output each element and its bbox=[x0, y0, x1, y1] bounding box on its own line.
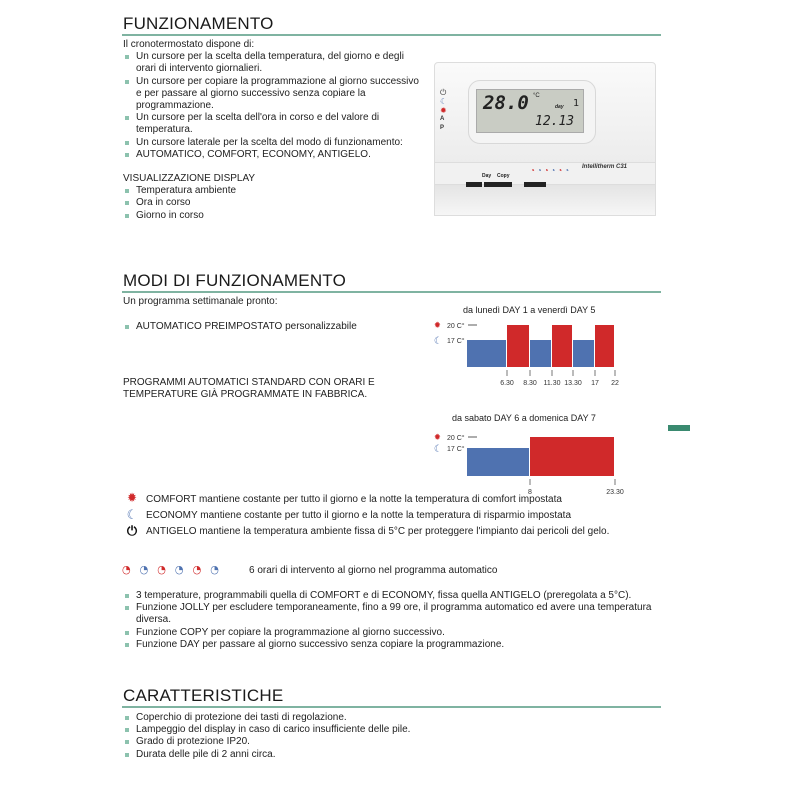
list-item: AUTOMATICO PREIMPOSTATO personalizzabile bbox=[123, 321, 357, 333]
factory-note-line: PROGRAMMI AUTOMATICI STANDARD CON ORARI E bbox=[123, 377, 375, 388]
x-tick-label: 17 bbox=[591, 380, 599, 387]
chart1-title: da lunedì DAY 1 a venerdì DAY 5 bbox=[463, 305, 596, 315]
moon-icon: ☾ bbox=[440, 97, 448, 106]
list-item: Ora in corso bbox=[123, 197, 423, 209]
program-bar bbox=[530, 340, 551, 367]
x-tick-label: 23.30 bbox=[606, 489, 624, 496]
copy-button-label: Copy bbox=[497, 173, 510, 179]
lcd-day-label: day bbox=[555, 104, 564, 110]
slider-day-copy bbox=[484, 182, 512, 187]
intro-text: Il cronotermostato dispone di: bbox=[123, 39, 255, 50]
timer-icon: ◔ bbox=[157, 563, 175, 576]
sun-icon: ✹ bbox=[434, 433, 441, 443]
timer-icons-row: ◔◔◔◔◔◔ bbox=[530, 166, 572, 175]
slider-time bbox=[524, 182, 546, 187]
section1-body bbox=[123, 39, 423, 222]
legend-economy: 17 C° bbox=[447, 338, 465, 345]
functions-list bbox=[123, 590, 668, 651]
display-heading: VISUALIZZAZIONE DISPLAY bbox=[123, 173, 256, 185]
weekend-program-chart bbox=[430, 430, 630, 498]
list-item: Un cursore laterale per la scelta del modo di funzionamento: bbox=[123, 137, 423, 149]
page-tab-marker bbox=[668, 425, 690, 431]
chart2-title: da sabato DAY 6 a domenica DAY 7 bbox=[452, 413, 596, 423]
mode-antigelo-text: ANTIGELO mantiene la temperatura ambiente fissa di 5°C per proteggere l'impianto dai pericoli del gelo. bbox=[146, 526, 610, 537]
list-item: Lampeggio del display in caso di carico insufficiente delle pile. bbox=[123, 724, 410, 736]
list-item: Temperatura ambiente bbox=[123, 185, 423, 197]
mode-comfort-text: COMFORT mantiene costante per tutto il giorno e la notte la temperatura di comfort impostata bbox=[146, 494, 562, 505]
characteristics-list bbox=[123, 712, 410, 761]
factory-note-line: TEMPERATURE GIÀ PROGRAMMATE IN FABBRICA. bbox=[123, 389, 368, 401]
device-base bbox=[434, 184, 656, 216]
section-divider bbox=[122, 706, 661, 708]
factory-note bbox=[123, 377, 375, 401]
x-tick-label: 8.30 bbox=[523, 380, 537, 387]
program-bar bbox=[595, 325, 614, 367]
list-item: Un cursore per copiare la programmazione al giorno successivo e per passare al giorno successivo senza copiare la programmazione. bbox=[123, 76, 423, 113]
program-bar bbox=[573, 340, 594, 367]
list-item: Grado di protezione IP20. bbox=[123, 736, 410, 748]
modi-list bbox=[123, 321, 357, 333]
list-item: Funzione JOLLY per escludere temporaneamente, fino a 99 ore, il programma automatico ed avere una temperatura diversa. bbox=[123, 602, 668, 626]
interventions-text: 6 orari di intervento al giorno nel programma automatico bbox=[249, 565, 498, 576]
program-bar bbox=[507, 325, 529, 367]
program-bar bbox=[530, 437, 614, 476]
x-tick-label: 11.30 bbox=[543, 380, 561, 387]
list-item: Funzione DAY per passare al giorno successivo senza copiare la programmazione. bbox=[123, 639, 668, 651]
section-title-funzionamento: FUNZIONAMENTO bbox=[123, 14, 274, 33]
lcd-day: 1 bbox=[573, 98, 580, 109]
section-title-caratteristiche: CARATTERISTICHE bbox=[123, 686, 284, 705]
moon-icon: ☾ bbox=[434, 336, 443, 347]
section-divider bbox=[122, 34, 661, 36]
modi-intro: Un programma settimanale pronto: bbox=[123, 296, 278, 307]
features-list bbox=[123, 51, 423, 161]
mode-selector-icons bbox=[440, 88, 447, 133]
timer-icon: ◔ bbox=[139, 563, 158, 576]
program-bar bbox=[467, 448, 529, 476]
brand-label: Intellitherm C31 bbox=[582, 164, 628, 170]
timer-icon: ◔ bbox=[174, 563, 193, 576]
lcd-time: 12.13 bbox=[535, 114, 575, 129]
side-label-p: P bbox=[440, 125, 445, 131]
x-tick-label: 13.30 bbox=[564, 380, 582, 387]
list-item: Coperchio di protezione dei tasti di regolazione. bbox=[123, 712, 410, 724]
section-title-modi: MODI DI FUNZIONAMENTO bbox=[123, 271, 346, 290]
display-list bbox=[123, 185, 423, 222]
weekday-program-chart bbox=[430, 318, 630, 390]
timer-icon: ◔ bbox=[122, 563, 140, 576]
slider-temp bbox=[466, 182, 482, 187]
day-button-label: Day bbox=[482, 173, 492, 179]
thermostat-image bbox=[430, 62, 658, 217]
lcd-unit: °C bbox=[533, 93, 540, 99]
x-tick-label: 22 bbox=[611, 380, 619, 387]
sun-icon: ✹ bbox=[440, 106, 447, 115]
intervention-icons bbox=[122, 563, 228, 576]
list-item: Un cursore per la scelta della temperatura, del giorno e degli orari di intervento giornalieri. bbox=[123, 51, 423, 75]
timer-icon: ◔ bbox=[192, 563, 211, 576]
list-item: Durata delle pile di 2 anni circa. bbox=[123, 749, 410, 761]
legend-comfort: 20 C° bbox=[447, 435, 465, 442]
list-item: Funzione COPY per copiare la programmazione al giorno successivo. bbox=[123, 627, 668, 639]
power-icon: ⏻ bbox=[440, 88, 447, 97]
legend-economy: 17 C° bbox=[447, 446, 465, 453]
lcd-temperature: 28.0 bbox=[483, 92, 529, 114]
power-icon: ⏻ bbox=[126, 524, 138, 539]
moon-icon: ☾ bbox=[126, 508, 138, 523]
sun-icon: ✹ bbox=[434, 321, 441, 331]
list-item: Giorno in corso bbox=[123, 210, 423, 222]
x-tick-label: 8 bbox=[528, 489, 532, 496]
lcd-display bbox=[476, 89, 584, 133]
sun-icon: ✹ bbox=[127, 491, 137, 506]
side-label-a: A bbox=[440, 116, 445, 122]
list-item: AUTOMATICO, COMFORT, ECONOMY, ANTIGELO. bbox=[123, 149, 423, 161]
moon-icon: ☾ bbox=[434, 444, 443, 455]
x-tick-label: 6.30 bbox=[500, 380, 514, 387]
mode-economy-text: ECONOMY mantiene costante per tutto il giorno e la notte la temperatura di risparmio impostata bbox=[146, 510, 572, 521]
section-divider bbox=[122, 291, 661, 293]
list-item: 3 temperature, programmabili quella di COMFORT e di ECONOMY, fissa quella ANTIGELO (preregolata a 5°C). bbox=[123, 590, 668, 602]
program-bar bbox=[552, 325, 572, 367]
program-bar bbox=[467, 340, 506, 367]
list-item: Un cursore per la scelta dell'ora in corso e del valore di temperatura. bbox=[123, 112, 423, 136]
timer-icon: ◔ bbox=[210, 563, 228, 576]
legend-comfort: 20 C° bbox=[447, 323, 465, 330]
